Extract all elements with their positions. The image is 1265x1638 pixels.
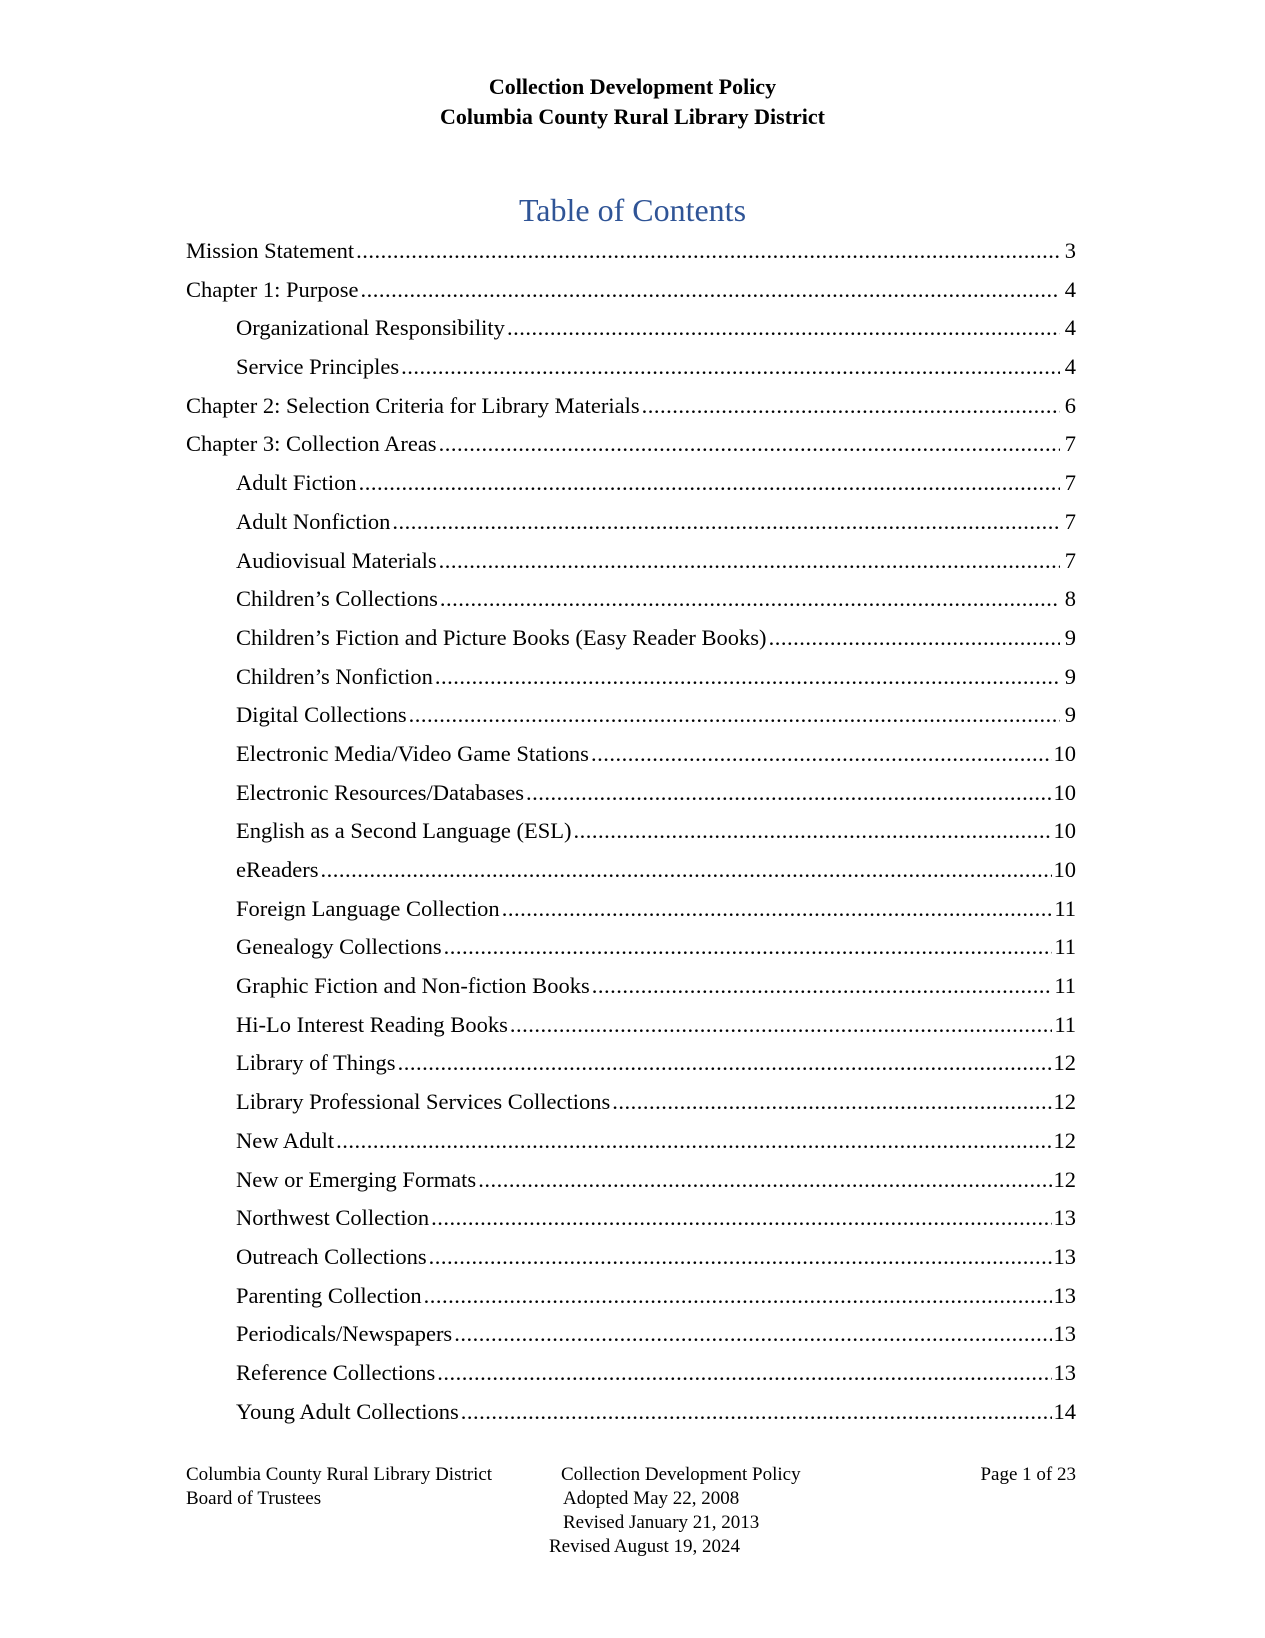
toc-entry-page: 13 [1053,1282,1076,1308]
toc-entry[interactable] [186,580,1076,619]
toc-dot-leader [356,232,1060,271]
toc-dot-leader [502,890,1053,929]
toc-entry-page: 10 [1053,818,1076,844]
toc-entry-page: 9 [1064,702,1076,728]
toc-entry-label: English as a Second Language (ESL) [236,818,572,844]
toc-entry-label: Genealogy Collections [236,934,442,960]
toc-entry-label: Chapter 2: Selection Criteria for Library Materials [186,392,640,418]
toc-entry-page: 13 [1053,1321,1076,1347]
toc-entry[interactable] [186,1006,1076,1045]
toc-entry[interactable] [186,774,1076,813]
toc-entry-label: Outreach Collections [236,1243,427,1269]
toc-entry-label: Graphic Fiction and Non-fiction Books [236,973,590,999]
toc-entry-page: 7 [1064,547,1076,573]
toc-entry-page: 14 [1053,1398,1076,1424]
toc-entry-label: Digital Collections [236,702,407,728]
toc-entry[interactable] [186,542,1076,581]
toc-entry-label: Northwest Collection [236,1205,430,1231]
toc-dot-leader [642,387,1060,426]
toc-dot-leader [591,735,1052,774]
toc-entry[interactable] [186,1315,1076,1354]
toc-entry-label: Organizational Responsibility [236,315,505,341]
toc-entry[interactable] [186,658,1076,697]
toc-entry-page: 12 [1053,1050,1076,1076]
toc-dot-leader [478,1161,1051,1200]
toc-entry-label: Foreign Language Collection [236,895,500,921]
toc-entry-page: 7 [1064,470,1076,496]
toc-entry-page: 9 [1064,624,1076,650]
toc-entry-page: 12 [1053,1089,1076,1115]
toc-dot-leader [320,851,1051,890]
toc-dot-leader [526,774,1051,813]
toc-entry-label: Young Adult Collections [236,1398,459,1424]
toc-entry-label: Audiovisual Materials [236,547,437,573]
toc-entry-page: 13 [1053,1243,1076,1269]
toc-dot-leader [592,967,1053,1006]
toc-entry[interactable] [186,387,1076,426]
toc-entry[interactable] [186,619,1076,658]
toc-entry-page: 3 [1064,238,1076,263]
toc-entry[interactable] [186,1277,1076,1316]
toc-entry-page: 12 [1053,1166,1076,1192]
footer-revised-date-1: Revised January 21, 2013 [563,1512,760,1533]
toc-dot-leader [401,348,1060,387]
toc-dot-leader [444,928,1053,967]
toc-entry[interactable] [186,271,1076,310]
toc-entry-label: Adult Nonfiction [236,508,391,534]
toc-title: Table of Contents [518,192,747,228]
toc-entry-label: Library Professional Services Collections [236,1089,611,1115]
toc-entry-page: 4 [1064,354,1076,380]
toc-entry[interactable] [186,1393,1076,1432]
toc-dot-leader [507,309,1060,348]
toc-entry[interactable] [186,735,1076,774]
toc-dot-leader [359,464,1060,503]
table-of-contents [186,232,1076,1431]
toc-entry-label: eReaders [236,857,319,882]
toc-dot-leader [574,812,1052,851]
toc-entry[interactable] [186,425,1076,464]
toc-dot-leader [439,425,1060,464]
toc-entry-page: 10 [1053,740,1076,766]
toc-dot-leader [612,1083,1051,1122]
footer-revised-date-2: Revised August 19, 2024 [549,1536,741,1557]
toc-entry[interactable] [186,1354,1076,1393]
toc-entry-label: Electronic Media/Video Game Stations [236,740,589,766]
toc-dot-leader [336,1122,1051,1161]
toc-entry-page: 6 [1064,392,1076,418]
toc-dot-leader [437,1354,1051,1393]
toc-entry-label: Children’s Collections [236,586,438,612]
toc-dot-leader [431,1199,1051,1238]
toc-entry-label: Mission Statement [186,238,355,263]
toc-entry[interactable] [186,696,1076,735]
footer-center [549,1463,861,1559]
header-policy-title: Collection Development Policy [488,74,777,99]
toc-dot-leader [392,503,1060,542]
toc-entry[interactable] [186,1083,1076,1122]
footer-page-number: Page 1 of 23 [980,1464,1076,1485]
toc-dot-leader [409,696,1060,735]
toc-entry[interactable] [186,232,1076,271]
toc-entry-page: 11 [1054,973,1076,999]
toc-entry[interactable] [186,1199,1076,1238]
toc-dot-leader [769,619,1060,658]
toc-entry-label: Children’s Fiction and Picture Books (Easy Reader Books) [236,624,767,650]
toc-entry-page: 4 [1064,276,1076,302]
toc-entry-page: 4 [1064,315,1076,341]
toc-entry[interactable] [186,503,1076,542]
toc-dot-leader [398,1044,1052,1083]
toc-entry-label: Electronic Resources/Databases [236,779,525,805]
footer-left [186,1463,492,1511]
toc-entry-label: Hi-Lo Interest Reading Books [236,1011,508,1037]
toc-dot-leader [360,271,1060,310]
toc-entry[interactable] [186,464,1076,503]
toc-entry-page: 7 [1064,508,1076,534]
toc-entry[interactable] [186,1161,1076,1200]
toc-entry-label: Service Principles [236,354,400,380]
toc-entry-page: 10 [1053,857,1076,882]
toc-entry-label: Reference Collections [236,1359,436,1385]
toc-entry-page: 8 [1064,586,1076,612]
toc-entry[interactable] [186,309,1076,348]
toc-entry-page: 11 [1054,895,1076,921]
toc-entry[interactable] [186,348,1076,387]
toc-entry-label: Adult Fiction [236,470,357,496]
footer-district-name: Columbia County Rural Library District [186,1464,493,1485]
toc-entry-page: 13 [1053,1359,1076,1385]
toc-entry-page: 11 [1054,934,1076,960]
toc-entry[interactable] [186,890,1076,929]
toc-entry-label: Children’s Nonfiction [236,663,433,689]
toc-dot-leader [440,580,1060,619]
toc-entry-page: 9 [1064,663,1076,689]
toc-dot-leader [424,1277,1052,1316]
toc-entry-page: 12 [1053,1127,1076,1153]
toc-entry-label: New or Emerging Formats [236,1166,477,1192]
toc-entry-label: Chapter 3: Collection Areas [186,431,437,457]
toc-entry[interactable] [186,1238,1076,1277]
toc-entry[interactable] [186,967,1076,1006]
toc-entry-page: 13 [1053,1205,1076,1231]
footer-adopted-date: Adopted May 22, 2008 [563,1488,740,1509]
toc-dot-leader [429,1238,1052,1277]
toc-entry[interactable] [186,812,1076,851]
header-district-name: Columbia County Rural Library District [440,104,825,129]
toc-entry-label: Periodicals/Newspapers [236,1321,453,1347]
toc-entry-page: 11 [1054,1011,1076,1037]
toc-dot-leader [454,1315,1051,1354]
toc-entry-label: Chapter 1: Purpose [186,276,359,302]
toc-dot-leader [439,542,1060,581]
toc-dot-leader [510,1006,1053,1045]
toc-entry[interactable] [186,1122,1076,1161]
toc-entry[interactable] [186,928,1076,967]
toc-entry[interactable] [186,1044,1076,1083]
toc-entry[interactable] [186,851,1076,890]
toc-dot-leader [435,658,1060,697]
document-header [0,72,1265,132]
toc-entry-page: 10 [1053,779,1076,805]
footer-policy-name: Collection Development Policy [561,1464,801,1485]
toc-entry-label: Library of Things [236,1050,396,1076]
footer-board: Board of Trustees [186,1488,322,1509]
toc-dot-leader [461,1393,1052,1432]
toc-entry-label: New Adult [236,1127,335,1153]
toc-entry-label: Parenting Collection [236,1282,422,1308]
toc-entry-page: 7 [1064,431,1076,457]
